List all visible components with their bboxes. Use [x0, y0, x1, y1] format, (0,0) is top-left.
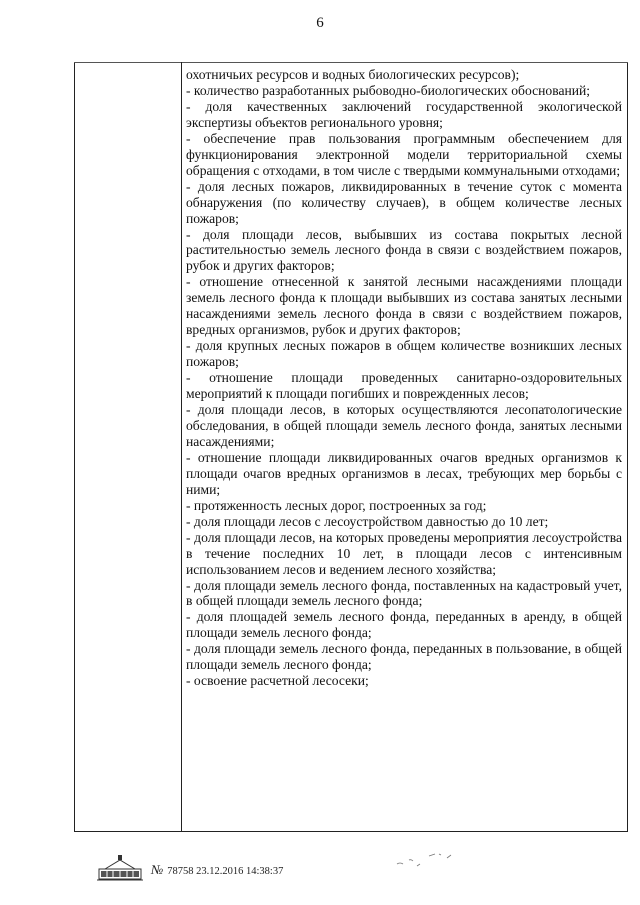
list-item: - доля крупных лесных пожаров в общем количестве возникших лесных пожаров; [186, 338, 622, 370]
table-left-column [75, 62, 182, 831]
list-item: - отношение площади ликвидированных очагов вредных организмов к площади очагов вредных организмов в лесах, требующих мер борьбы с ними; [186, 449, 622, 497]
list-item: - доля качественных заключений государственной экологической экспертизы объектов регионального уровня; [186, 98, 622, 130]
government-building-logo-icon [95, 854, 145, 882]
list-item: - доля площади земель лесного фонда, переданных в пользование, в общей площади земель лесного фонда; [186, 641, 622, 673]
stamp-registration-text: 78758 23.12.2016 14:38:37 [167, 866, 284, 877]
table-right-column [186, 67, 622, 689]
list-item: - доля площади лесов, в которых осуществляются лесопатологические обследования, в общей площади земель лесного фонда, занятых лесными насаждениями; [186, 402, 622, 449]
list-item: - отношение площади проведенных санитарно-оздоровительных мероприятий к площади погибших и поврежденных лесов; [186, 370, 622, 402]
list-item: - доля площади лесов с лесоустройством давностью до 10 лет; [186, 513, 549, 529]
list-item: - доля площадей земель лесного фонда, переданных в аренду, в общей площади земель лесного фонда; [186, 609, 622, 641]
registration-stamp [151, 862, 283, 878]
list-item: - доля площади лесов, выбывших из состава покрытых лесной растительностью земель лесного фонда в связи с воздействием пожаров, рубок и других факторов; [186, 226, 622, 274]
page-number: 6 [316, 15, 324, 31]
list-item: охотничьих ресурсов и водных биологических ресурсов); [186, 67, 520, 82]
list-item: - доля лесных пожаров, ликвидированных в течение суток с момента обнаружения (по количеству случаев), в общем количестве лесных пожаров; [186, 178, 622, 226]
page-footer [95, 850, 635, 890]
list-item: - освоение расчетной лесосеки; [186, 673, 369, 689]
list-item: - обеспечение прав пользования программным обеспечением для функционирования электронной модели территориальной схемы обращения с отходами, в том числе с твердыми коммунальными отходами; [186, 130, 622, 178]
list-item: - количество разработанных рыбоводно-биологических обоснований; [186, 82, 591, 98]
list-item: - доля площади земель лесного фонда, поставленных на кадастровый учет, в общей площади земель лесного фонда; [186, 577, 622, 609]
list-item: - доля площади лесов, на которых проведены мероприятия лесоустройства в течение последних 10 лет, в площади лесов с интенсивным использованием лесов и ведением лесного хозяйства; [186, 529, 622, 577]
list-item: - отношение отнесенной к занятой лесными насаждениями площади земель лесного фонда к площади выбывших из состава занятых лесными насаждениями земель лесного фонда в связи с воздействием пожаров, вредных организмов, рубок и других факторов; [186, 274, 622, 338]
scan-noise-marks [395, 850, 475, 874]
list-item: - протяженность лесных дорог, построенных за год; [186, 497, 487, 513]
stamp-number-mark: № [151, 862, 164, 877]
document-table [74, 62, 628, 832]
